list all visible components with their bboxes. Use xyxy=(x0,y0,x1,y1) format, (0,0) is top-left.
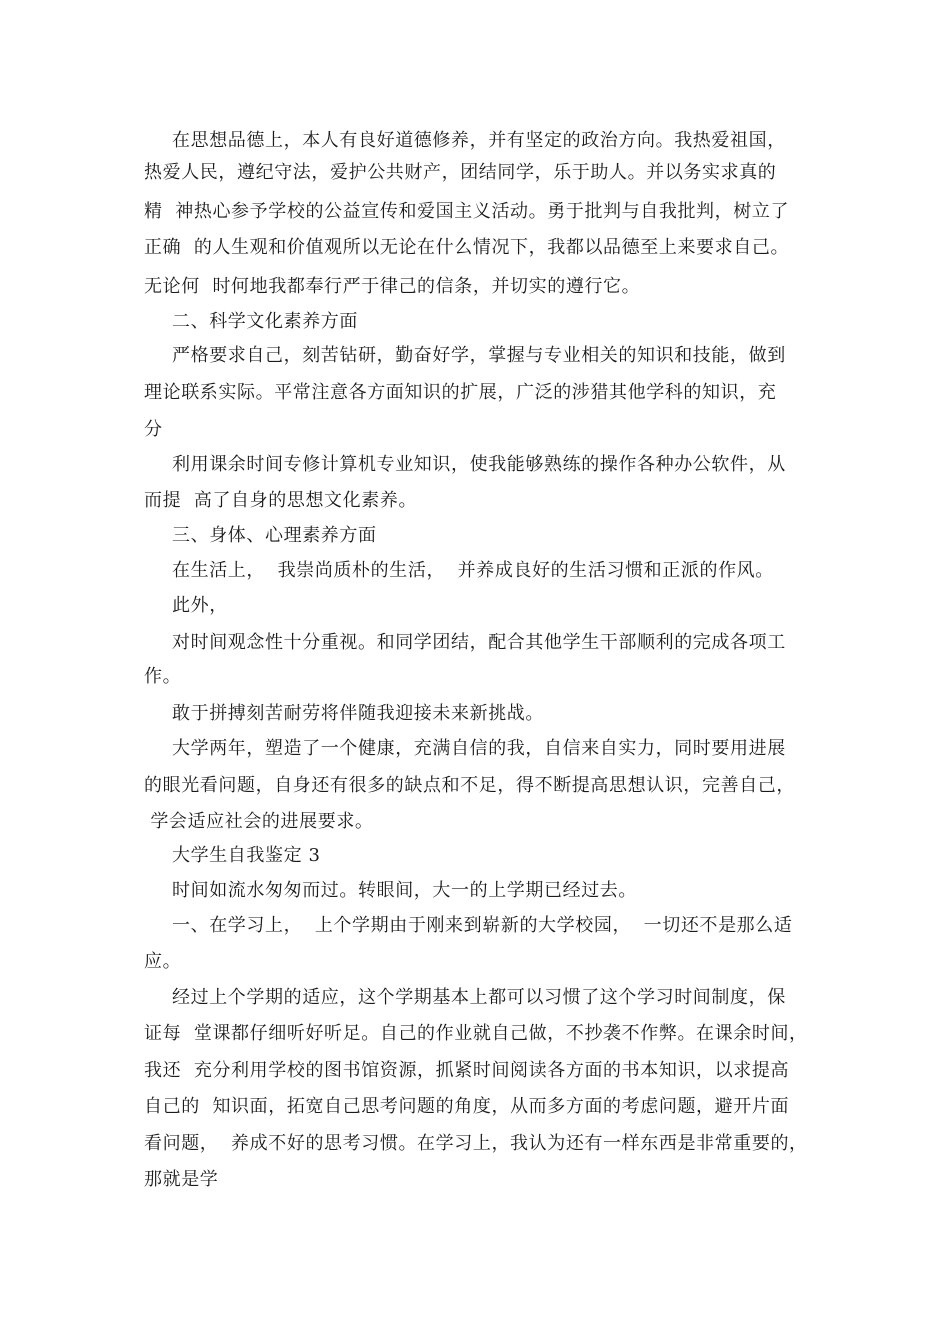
text-line-16: 作。 xyxy=(144,666,182,687)
text-line-13: 在生活上， 我崇尚质朴的生活， 并养成良好的生活习惯和正派的作风。 xyxy=(172,560,774,581)
article-heading: 大学生自我鉴定 3 xyxy=(172,845,321,866)
text-line-14: 此外， xyxy=(172,595,228,616)
section-heading-2: 二、科学文化素养方面 xyxy=(172,311,358,332)
text-line-18: 大学两年，塑造了一个健康，充满自信的我，自信来自实力，同时要用进展 xyxy=(172,738,786,759)
text-line-27: 我还 充分利用学校的图书馆资源，抓紧时间阅读各方面的书本知识，以求提高 xyxy=(144,1060,790,1081)
text-line-28: 自己的 知识面，拓宽自己思考问题的角度，从而多方面的考虑问题，避开片面 xyxy=(144,1096,790,1117)
text-line-7: 严格要求自己，刻苦钻研，勤奋好学，掌握与专业相关的知识和技能，做到 xyxy=(172,345,786,366)
text-line-8: 理论联系实际。平常注意各方面知识的扩展，广泛的涉猎其他学科的知识，充 xyxy=(144,382,777,403)
text-line-29: 看问题， 养成不好的思考习惯。在学习上，我认为还有一样东西是非常重要的， xyxy=(144,1133,808,1154)
text-line-4: 正确 的人生观和价值观所以无论在什么情况下，我都以品德至上来要求自己。 xyxy=(144,237,790,258)
text-line-17: 敢于拼搏刻苦耐劳将伴随我迎接未来新挑战。 xyxy=(172,703,544,724)
text-line-19: 的眼光看问题，自身还有很多的缺点和不足，得不断提高思想认识，完善自己， xyxy=(144,775,795,796)
text-line-3: 精 神热心参予学校的公益宣传和爱国主义活动。勇于批判与自我批判，树立了 xyxy=(144,201,790,222)
text-line-2: 热爱人民，遵纪守法，爱护公共财产，团结同学，乐于助人。并以务实求真的 xyxy=(144,162,777,183)
text-line-30: 那就是学 xyxy=(144,1169,219,1190)
text-line-22: 时间如流水匆匆而过。转眼间，大一的上学期已经过去。 xyxy=(172,880,637,901)
text-line-20: 学会适应社会的进展要求。 xyxy=(144,811,374,832)
section-heading-3: 三、身体、心理素养方面 xyxy=(172,525,377,546)
text-line-23: 一、在学习上， 上个学期由于刚来到崭新的大学校园， 一切还不是那么适 xyxy=(172,915,793,936)
text-line-25: 经过上个学期的适应，这个学期基本上都可以习惯了这个学习时间制度，保 xyxy=(172,987,786,1008)
text-line-9: 分 xyxy=(144,419,163,440)
text-line-11: 而提 高了自身的思想文化素养。 xyxy=(144,490,418,511)
text-line-1: 在思想品德上，本人有良好道德修养，并有坚定的政治方向。我热爱祖国， xyxy=(172,130,786,151)
text-line-5: 无论何 时何地我都奉行严于律己的信条，并切实的遵行它。 xyxy=(144,276,641,297)
text-line-15: 对时间观念性十分重视。和同学团结，配合其他学生干部顺利的完成各项工 xyxy=(172,632,786,653)
text-line-10: 利用课余时间专修计算机专业知识，使我能够熟练的操作各种办公软件，从 xyxy=(172,454,786,475)
text-line-26: 证每 堂课都仔细听好听足。自己的作业就自己做，不抄袭不作弊。在课余时间， xyxy=(144,1023,808,1044)
text-line-24: 应。 xyxy=(144,951,182,972)
